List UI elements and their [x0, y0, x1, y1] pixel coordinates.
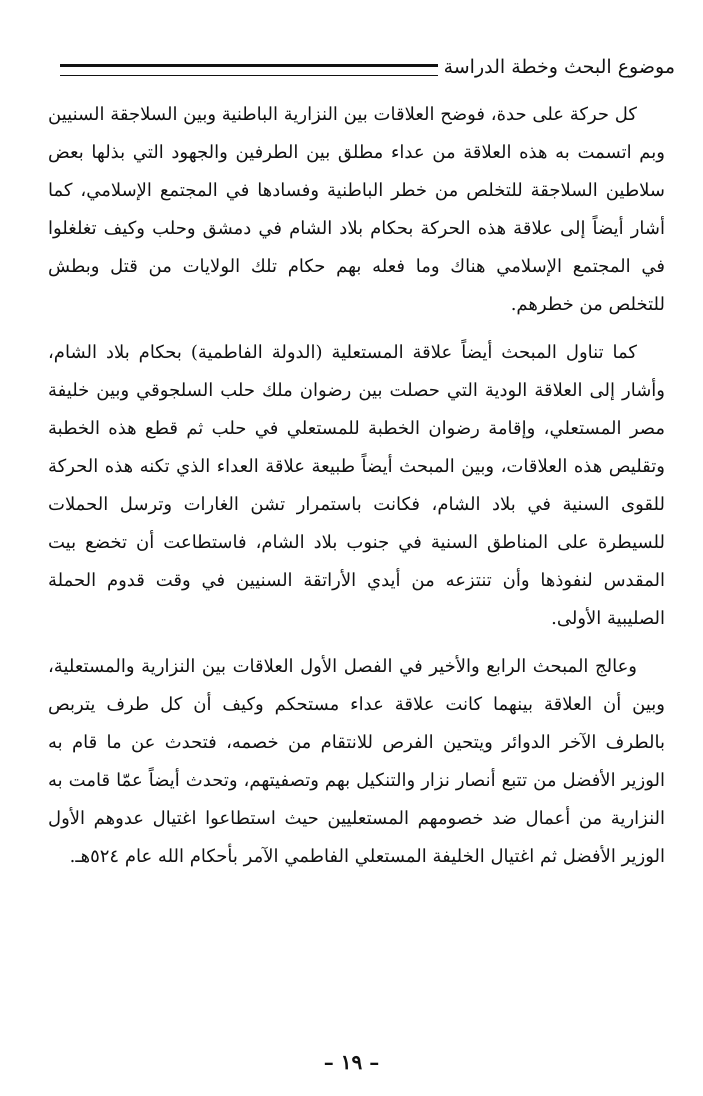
paragraph-3: وعالج المبحث الرابع والأخير في الفصل الأول العلاقات بين النزارية والمستعلية، وبين أن العلاقة بينهما كانت علاقة عداء مستحكم وكيف أن كل طرف يتربص بالطرف الآخر الدوائر ويتحين الفرص للانتقام من خصمه، فتحدث عن ما قام به الوزير الأفضل من تتبع أنصار نزار والتنكيل بهم وتصفيتهم، وتحدث أيضاً عمّا قامت به النزارية من أعمال ضد خصومهم المستعليين حيث استطاعوا اغتيال عدوهم الأول الوزير الأفضل ثم اغتيال الخليفة المستعلي الفاطمي الآمر بأحكام الله عام ٥٢٤هـ.: [48, 656, 665, 867]
header-rule: [60, 64, 443, 76]
page-number: – ١٩ –: [323, 1050, 380, 1074]
header-title: موضوع البحث وخطة الدراسة: [438, 54, 675, 80]
body-text: [48, 96, 665, 876]
paragraph-1: كل حركة على حدة، فوضح العلاقات بين النزارية الباطنية وبين السلاجقة السنيين وبم اتسمت به هذه العلاقة من عداء مطلق بين الطرفين والجهود التي بذلها بعض سلاطين السلاجقة للتخلص من خطر الباطنية وفسادها في المجتمع الإسلامي، كما أشار أيضاً إلى علاقة هذه الحركة بحكام بلاد الشام في دمشق وحلب وكيف تغلغلوا في المجتمع الإسلامي هناك وما فعله بهم حكام تلك الولايات من قتل وبطش للتخلص من خطرهم.: [48, 104, 665, 315]
running-header: [60, 54, 675, 84]
paragraph-2: كما تناول المبحث أيضاً علاقة المستعلية (الدولة الفاطمية) بحكام بلاد الشام، وأشار إلى العلاقة الودية التي حصلت بين رضوان ملك حلب السلجوقي وبين خليفة مصر المستعلي، وإقامة رضوان الخطبة للمستعلي في حلب ثم قطع هذه الخطبة وتقليص هذه العلاقات، وبين المبحث أيضاً طبيعة علاقة العداء الذي تكنه هذه الحركة للقوى السنية في بلاد الشام، فكانت باستمرار تشن الغارات وترسل الحملات للسيطرة على المناطق السنية في جنوب بلاد الشام، فاستطاعت أن تخضع بيت المقدس لنفوذها وأن تنتزعه من أيدي الأراتقة السنيين في وقت قدوم الحملة الصليبية الأولى.: [48, 342, 665, 629]
